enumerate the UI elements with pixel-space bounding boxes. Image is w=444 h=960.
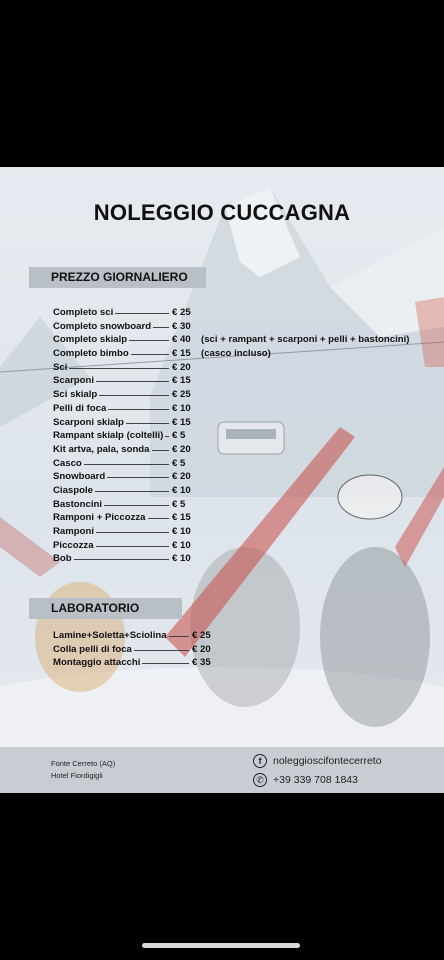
leader-line	[84, 464, 169, 465]
leader-line	[107, 477, 169, 478]
item-price: € 40	[172, 334, 191, 346]
item-name: Ramponi	[53, 526, 95, 537]
item-name: Bob	[53, 553, 72, 565]
leader-line	[165, 436, 169, 437]
daily-price-row	[53, 499, 413, 513]
daily-price-row	[53, 512, 413, 526]
item-name: Ramponi + Piccozza	[53, 512, 146, 524]
item-name: Completo skialp	[53, 334, 128, 346]
daily-price-row	[53, 444, 413, 458]
phone-link[interactable]	[253, 773, 358, 787]
leader-line	[99, 395, 169, 396]
leader-line	[153, 327, 169, 328]
leader-line	[169, 636, 189, 637]
facebook-handle: noleggioscifontecerreto	[273, 755, 382, 767]
item-name: Scarponi skialp	[53, 416, 124, 428]
item-price: € 5	[172, 457, 186, 469]
daily-price-row	[53, 348, 413, 362]
item-price: € 20	[172, 361, 191, 373]
item-name: Snowboard	[53, 471, 106, 483]
item-price: € 20	[172, 471, 191, 483]
daily-price-row	[53, 540, 413, 554]
item-price: € 10	[172, 484, 191, 496]
leader-line	[74, 559, 169, 560]
poster-title: NOLEGGIO CUCCAGNA	[93, 200, 351, 225]
leader-line	[69, 368, 169, 369]
laboratory-price-list	[53, 630, 413, 671]
facebook-link[interactable]	[253, 754, 382, 768]
item-note: (casco incluso)	[201, 348, 271, 360]
item-name: Bastoncini	[53, 498, 103, 510]
leader-line	[126, 423, 169, 424]
item-name: Scarponi	[53, 375, 95, 387]
leader-line	[95, 491, 169, 492]
location-text: Fonte Cerreto (AQ)	[51, 759, 116, 768]
daily-price-row	[53, 334, 413, 348]
leader-line	[131, 354, 169, 355]
item-price: € 10	[172, 402, 191, 414]
item-name: Lamine+Soletta+Sciolina	[53, 630, 167, 641]
item-price: € 5	[172, 430, 186, 442]
item-name: Colla pelli di foca	[53, 643, 132, 655]
leader-line	[115, 313, 169, 314]
item-name: Completo snowboard	[53, 320, 152, 332]
phone-icon: ✆	[253, 773, 267, 787]
daily-price-row	[53, 430, 413, 444]
daily-price-row	[53, 362, 413, 376]
item-price: € 10	[172, 553, 191, 565]
item-price: € 35	[192, 657, 211, 669]
home-indicator[interactable]	[142, 943, 300, 948]
laboratory-header: LABORATORIO	[29, 598, 182, 619]
leader-line	[134, 650, 189, 651]
item-name: Kit artva, pala, sonda	[53, 443, 150, 455]
daily-price-row	[53, 553, 413, 567]
daily-price-list	[53, 307, 413, 567]
item-price: € 5	[172, 498, 186, 510]
item-name: Completo bimbo	[53, 348, 129, 360]
item-price: € 25	[172, 389, 191, 401]
address-block	[51, 758, 115, 782]
item-name: Completo sci	[53, 307, 114, 318]
daily-price-row	[53, 471, 413, 485]
facebook-icon: f	[253, 754, 267, 768]
item-name: Casco	[53, 457, 82, 469]
daily-price-header: PREZZO GIORNALIERO	[29, 267, 206, 288]
daily-price-row	[53, 403, 413, 417]
item-price: € 20	[192, 643, 211, 655]
item-price: € 10	[172, 526, 191, 537]
item-price: € 30	[172, 320, 191, 332]
item-name: Piccozza	[53, 539, 94, 551]
item-price: € 15	[172, 512, 191, 524]
item-name: Rampant skialp (coltelli)	[53, 430, 164, 442]
laboratory-price-row	[53, 644, 413, 658]
daily-price-row	[53, 526, 413, 540]
item-price: € 25	[172, 307, 191, 318]
item-name: Ciaspole	[53, 484, 93, 496]
hotel-text: Hotel Fiordigigli	[51, 771, 103, 780]
daily-price-row	[53, 417, 413, 431]
item-name: Sci skialp	[53, 389, 98, 401]
laboratory-price-row	[53, 657, 413, 671]
phone-number: +39 339 708 1843	[273, 774, 358, 786]
item-note: (sci + rampant + scarponi + pelli + bastoncini)	[201, 334, 410, 346]
leader-line	[104, 505, 169, 506]
daily-price-row	[53, 321, 413, 335]
leader-line	[148, 518, 169, 519]
leader-line	[108, 409, 169, 410]
item-name: Pelli di foca	[53, 402, 107, 414]
leader-line	[152, 450, 169, 451]
poster-footer	[0, 747, 444, 793]
daily-price-row	[53, 485, 413, 499]
item-name: Sci	[53, 361, 68, 373]
price-poster	[0, 167, 444, 793]
leader-line	[129, 340, 169, 341]
leader-line	[96, 546, 169, 547]
item-price: € 15	[172, 416, 191, 428]
item-price: € 15	[172, 348, 191, 360]
item-price: € 10	[172, 539, 191, 551]
item-price: € 25	[192, 630, 211, 641]
leader-line	[96, 381, 169, 382]
item-price: € 20	[172, 443, 191, 455]
item-price: € 15	[172, 375, 191, 387]
item-name: Montaggio attacchi	[53, 657, 141, 669]
laboratory-price-row	[53, 630, 413, 644]
daily-price-row	[53, 458, 413, 472]
leader-line	[142, 663, 189, 664]
daily-price-row	[53, 307, 413, 321]
leader-line	[96, 532, 169, 533]
daily-price-row	[53, 375, 413, 389]
daily-price-row	[53, 389, 413, 403]
